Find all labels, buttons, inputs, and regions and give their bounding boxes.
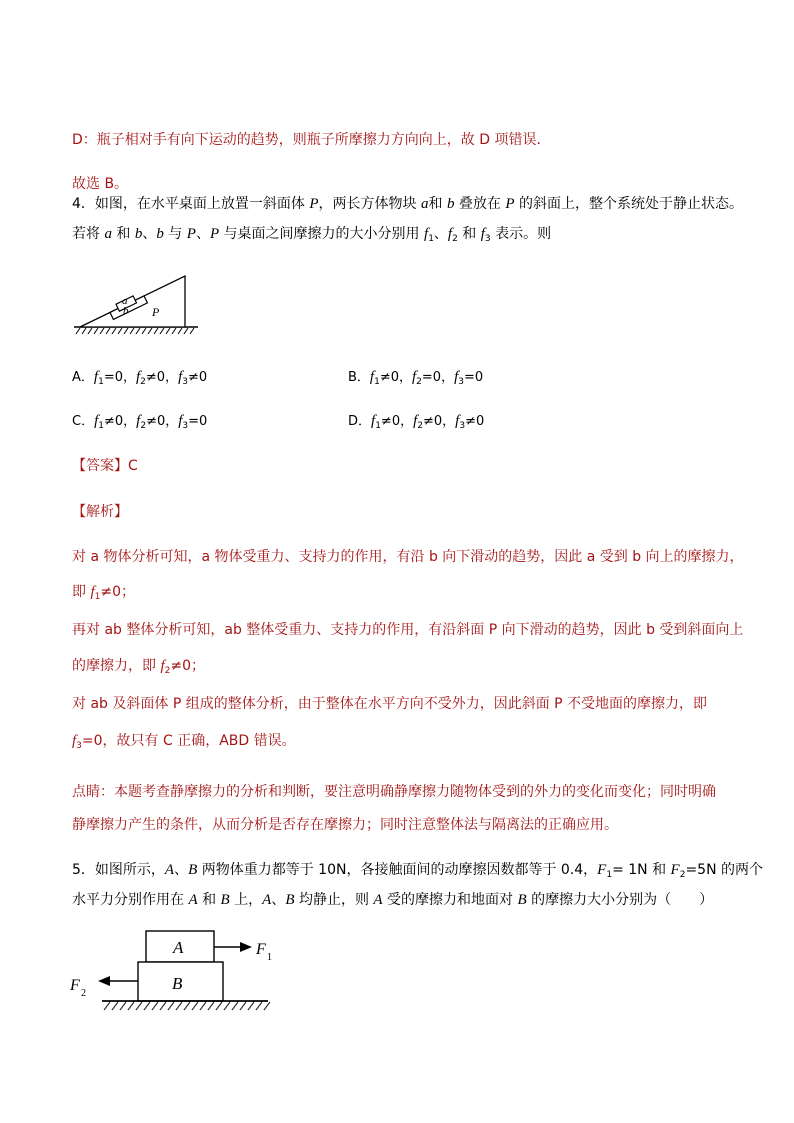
prev-conclusion: 故选 B。 [72,176,129,192]
q5-stem-line1: 5．如图所示，A、B 两物体重力都等于 10N，各接触面间的动摩擦因数都等于 0.4，$F_1= 1N$ 和 $F_2=5N$ 的两个 [72,862,764,880]
q5-stem-line2: 水平力分别作用在 A 和 B 上，A、B 均静止，则 A 受的摩擦力和地面对 B 的摩擦力大小分别为（ ） [72,892,714,908]
q4-label-a: a [122,295,128,307]
q4-stem-line2: 若将 a 和 b、b 与 P、P 与桌面之间摩擦力的大小分别用 $f_1$、$f_2$ 和 $f_3$ 表示。则 [72,226,552,244]
q4-analysis-line1: 对 a 物体分析可知，a 物体受重力、支持力的作用，有沿 b 向下滑动的趋势，因此 a 受到 b 向上的摩擦力， [72,549,744,565]
q5-label-A: A [173,938,184,957]
q4-option-c: C．$f_1\ne 0$，$f_2\ne 0$，$f_3=0$ [72,413,208,431]
q4-analysis-line5: 对 ab 及斜面体 P 组成的整体分析，由于整体在水平方向不受外力，因此斜面 P 不受地面的摩擦力，即 [72,696,708,712]
q4-stem-line1: 4．如图，在水平桌面上放置一斜面体 P，两长方体物块 a和 b 叠放在 P 的斜面上，整个系统处于静止状态。 [72,196,743,212]
q4-incline-figure [72,264,208,336]
q4-option-d: D．$f_1\ne 0$，$f_2\ne 0$，$f_3\ne 0$ [348,413,485,431]
q4-comment-line1: 点睛：本题考查静摩擦力的分析和判断，要注意明确静摩擦力随物体受到的外力的变化而变化；同时明确 [72,784,716,800]
q4-label-b: b [123,305,129,317]
q5-label-F1-sub: 1 [267,952,272,963]
q4-analysis-line4: 的摩擦力，即 $f_2\ne 0$； [72,658,205,676]
q4-analysis-line3: 再对 ab 整体分析可知，ab 整体受重力、支持力的作用，有沿斜面 P 向下滑动的趋势，因此 b 受到斜面向上 [72,622,744,638]
q5-label-F2: F [70,977,80,994]
q5-label-F2-sub: 2 [81,988,86,999]
q4-analysis-line6: $f_3=0$，故只有 C 正确，ABD 错误。 [72,733,296,751]
q5-label-B: B [172,974,183,993]
q4-comment-line2: 静摩擦力产生的条件，从而分析是否存在摩擦力；同时注意整体法与隔离法的正确应用。 [72,817,618,833]
q4-option-b: B．$f_1\ne 0$，$f_2=0$，$f_3=0$ [348,369,484,387]
q5-label-F1: F [256,941,266,958]
q4-analysis-line2: 即 $f_1\ne 0$； [72,584,135,602]
q4-answer: 【答案】C [72,458,138,474]
q5-blocks-figure [66,926,286,1020]
q4-option-a: A．$f_1=0$，$f_2\ne 0$，$f_3\ne 0$ [72,369,208,387]
q4-analysis-tag: 【解析】 [72,504,128,520]
q4-label-P: P [152,305,160,319]
prev-d-option: D：瓶子相对手有向下运动的趋势，则瓶子所摩擦力方向向上，故 D 项错误． [72,132,551,148]
